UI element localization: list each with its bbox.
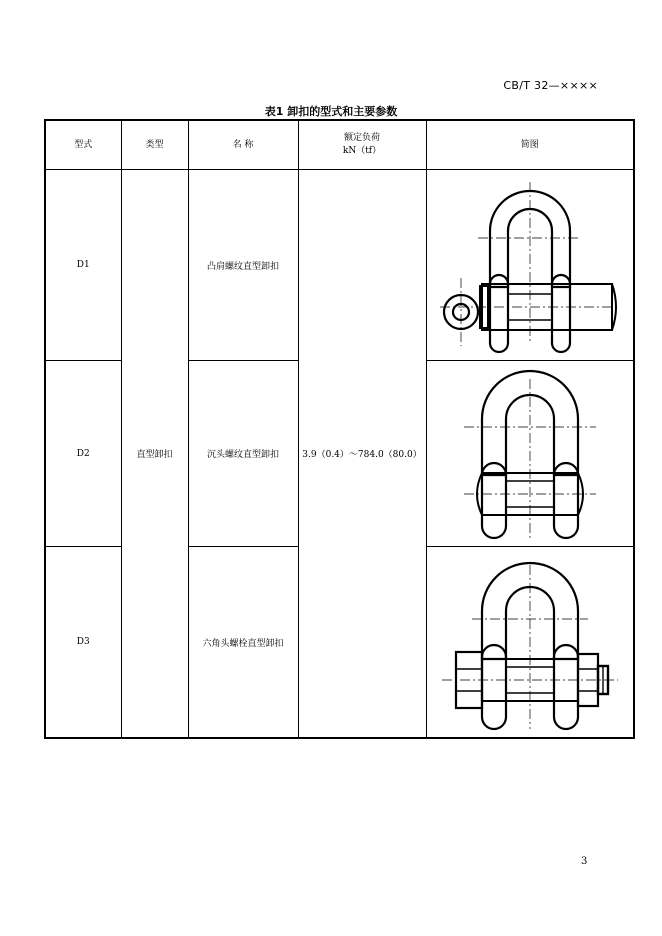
shackle-d1-drawing [440,174,620,356]
cell-form-d2: D2 [45,361,121,547]
table-title: 表1 卸扣的型式和主要参数 [264,105,398,118]
cell-diagram-d1 [426,170,634,361]
cell-load-merged: 3.9（0.4）～784.0（80.0） [298,170,426,739]
shackle-spec-table [44,119,635,739]
page-number: 3 [581,856,588,867]
shackle-d2-drawing [460,365,600,543]
col-header-form: 型式 [45,120,121,170]
cell-diagram-d3 [426,547,634,739]
table-row [45,170,634,361]
cell-name-d2: 沉头螺纹直型卸扣 [188,361,298,547]
cell-name-d3: 六角头螺栓直型卸扣 [188,547,298,739]
col-header-load-unit: kN（tf） [342,146,382,156]
shackle-d3-drawing [442,551,618,733]
table-header-row [45,120,634,170]
standard-code: CB/T 32—×××× [503,79,598,92]
cell-name-d1: 凸肩螺纹直型卸扣 [188,170,298,361]
cell-form-d1: D1 [45,170,121,361]
cell-type-merged: 直型卸扣 [121,170,188,739]
col-header-name: 名 称 [188,120,298,170]
cell-diagram-d2 [426,361,634,547]
col-header-load [298,120,426,170]
col-header-type: 类型 [121,120,188,170]
col-header-load-title: 额定负荷 [343,133,380,143]
col-header-diagram: 简图 [426,120,634,170]
cell-form-d3: D3 [45,547,121,739]
